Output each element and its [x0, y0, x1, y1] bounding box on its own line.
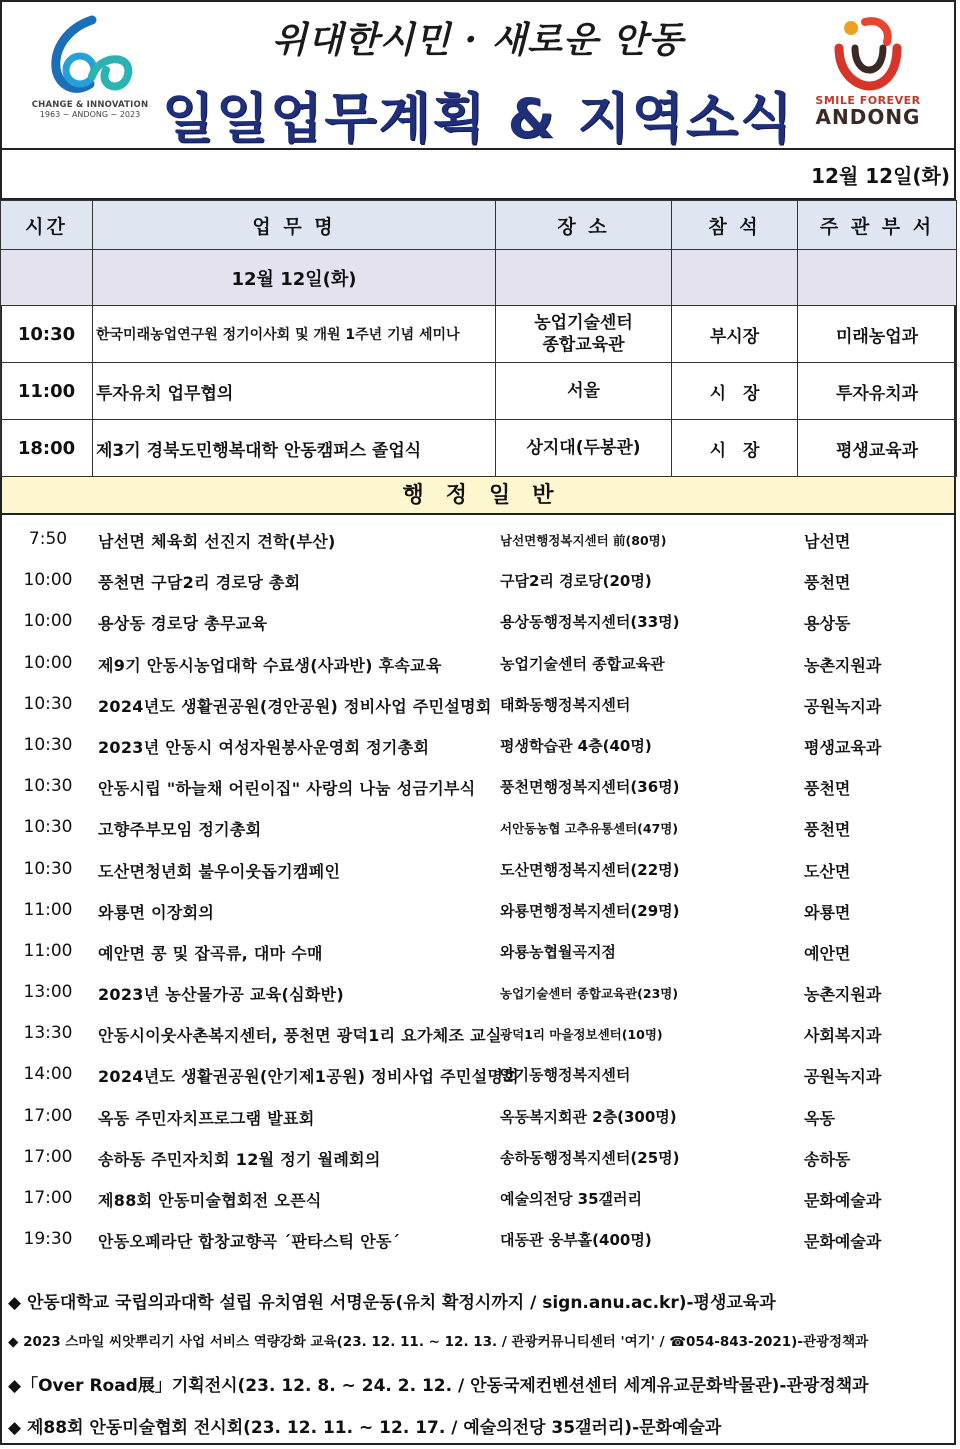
- item-time: 10:30: [23, 693, 73, 714]
- smile-andong-logo: [812, 14, 924, 127]
- item-name: 안동오페라단 합창교향곡 ´판타스틱 안동´: [98, 1232, 401, 1252]
- row-dept: 투자유치과: [798, 363, 957, 420]
- item-time: 10:30: [23, 734, 73, 755]
- item-time: 17:00: [23, 1146, 73, 1167]
- item-time: 19:30: [23, 1229, 73, 1250]
- slogan: 위대한시민 · 새로운 안동: [272, 19, 684, 61]
- row-place: 상지대(두봉관): [496, 420, 672, 477]
- item-dept: 문화예술과: [804, 1232, 882, 1252]
- notice-item: [2, 1405, 954, 1447]
- list-item: [2, 1013, 954, 1054]
- list-item: [2, 931, 954, 972]
- item-dept: 용상동: [804, 614, 851, 634]
- row-time: 11:00: [1, 363, 93, 420]
- row-attendee: 부시장: [672, 306, 798, 363]
- notice-text: ◆ 안동대학교 국립의과대학 설립 유치염원 서명운동(유치 확정시까지 / sign.anu.ac.kr)-평생교육과: [8, 1293, 776, 1313]
- item-dept: 예안면: [804, 943, 851, 963]
- logo-caption-2: 1963 ~ ANDONG ~ 2023: [39, 110, 141, 119]
- list-item: [2, 890, 954, 931]
- row-place: [496, 306, 672, 363]
- header: [2, 2, 954, 150]
- item-dept: 도산면: [804, 861, 851, 881]
- item-time: 10:30: [23, 817, 73, 838]
- item-time: 7:50: [28, 529, 68, 549]
- item-place: 송하동행정복지센터(25명): [500, 1148, 680, 1167]
- notice-item: [2, 1322, 954, 1364]
- logo-andong-text: ANDONG: [815, 105, 921, 129]
- header-dept: 주 관 부 서: [798, 201, 957, 250]
- item-dept: 평생교육과: [804, 737, 882, 757]
- item-place: 대동관 웅부홀(400명): [500, 1231, 652, 1250]
- item-name: 2024년도 생활권공원(경안공원) 정비사업 주민설명회: [98, 696, 492, 716]
- row-dept: 미래농업과: [798, 306, 957, 363]
- item-time: 11:00: [23, 899, 73, 920]
- row-place: 서울: [496, 363, 672, 420]
- item-place: 와룡면행정복지센터(29명): [500, 901, 680, 920]
- list-item: [2, 725, 954, 766]
- item-place: 서안동농협 고추유통센터(47명): [500, 821, 679, 837]
- item-name: 제9기 안동시농업대학 수료생(사과반) 후속교육: [98, 655, 442, 675]
- table-row: [1, 363, 957, 420]
- item-place: 와룡농협월곡지점: [500, 942, 616, 961]
- item-name: 남선면 체육회 선진지 견학(부산): [98, 532, 336, 551]
- date-row: [2, 150, 954, 200]
- item-dept: 송하동: [804, 1149, 851, 1169]
- list-item: [2, 972, 954, 1013]
- list-item: [2, 601, 954, 642]
- list-item: [2, 643, 954, 684]
- logo-smile-text: SMILE FOREVER: [815, 94, 921, 107]
- item-dept: 문화예술과: [804, 1191, 882, 1210]
- list-item: [2, 1137, 954, 1178]
- item-name: 송하동 주민자치회 12월 정기 월례회의: [98, 1149, 381, 1169]
- schedule-date: 12월 12일(화): [811, 164, 950, 188]
- item-place: 태화동행정복지센터: [500, 695, 631, 714]
- item-place: 평생학습관 4층(40명): [500, 736, 652, 755]
- item-name: 용상동 경로당 총무교육: [98, 614, 268, 634]
- item-time: 17:00: [23, 1188, 73, 1208]
- item-time: 14:00: [23, 1064, 73, 1085]
- item-place: 도산면행정복지센터(22명): [500, 860, 680, 879]
- subhead-empty-3: [672, 250, 798, 306]
- header-name: 업 무 명: [93, 201, 496, 250]
- table-row: [1, 420, 957, 477]
- row-dept: 평생교육과: [798, 420, 957, 477]
- header-place: 장 소: [496, 201, 672, 250]
- item-place: 남선면행정복지센터 前(80명): [500, 533, 667, 548]
- list-item: [2, 1178, 954, 1219]
- notices: [2, 1280, 954, 1446]
- subhead-empty-4: [798, 250, 957, 306]
- item-place: 구담2리 경로당(20명): [500, 572, 652, 591]
- item-dept: 옥동: [804, 1108, 835, 1128]
- item-name: 2024년도 생활권공원(안기제1공원) 정비사업 주민설명회: [98, 1067, 519, 1087]
- item-place: 농업기술센터 종합교육관(23명): [500, 986, 679, 1002]
- notice-text: ◆ 2023 스마일 씨앗뿌리기 사업 서비스 역량강화 교육(23. 12. 11. ~ 12. 13. / 관광커뮤니티센터 '여기' / ☎054-843-2021)-관광정책과: [8, 1333, 869, 1350]
- item-place: 용상동행정복지센터(33명): [500, 613, 680, 632]
- list-item: [2, 560, 954, 601]
- item-dept: 농촌지원과: [804, 985, 882, 1005]
- item-name: 안동시립 "하늘채 어린이집" 사랑의 나눔 성금기부식: [98, 779, 476, 799]
- row-attendee: 시 장: [672, 363, 798, 420]
- item-name: 2023년 농산물가공 교육(심화반): [98, 985, 345, 1005]
- item-place: 풍천면행정복지센터(36명): [500, 778, 680, 797]
- notice-item: [2, 1363, 954, 1405]
- item-dept: 풍천면: [804, 820, 851, 840]
- list-item: [2, 807, 954, 848]
- logo-caption-1: CHANGE & INNOVATION: [31, 100, 149, 110]
- row-time: 18:00: [1, 420, 93, 477]
- smile-face-icon: [829, 14, 907, 92]
- notice-text: ◆「Over Road展」기획전시(23. 12. 8. ~ 24. 2. 12. / 안동국제컨벤션센터 세계유교문화박물관)-관광정책과: [8, 1376, 869, 1396]
- item-place: 안기동행정복지센터: [500, 1066, 631, 1085]
- list-item: [2, 1219, 954, 1260]
- row-place-line1: 농업기술센터: [534, 313, 633, 333]
- row-attendee: 시 장: [672, 420, 798, 477]
- item-time: 10:30: [23, 858, 73, 879]
- list-item: [2, 519, 954, 560]
- item-place: 농업기술센터 종합교육관: [500, 654, 665, 673]
- header-time: 시간: [1, 201, 93, 250]
- list-item: [2, 766, 954, 807]
- item-dept: 농촌지원과: [804, 655, 882, 675]
- row-name: 한국미래농업연구원 정기이사회 및 개원 1주년 기념 세미나: [93, 306, 496, 363]
- table-header-row: [1, 201, 957, 250]
- item-time: 10:30: [23, 776, 73, 797]
- item-place: 옥동복지회관 2층(300명): [500, 1107, 677, 1126]
- row-name: 투자유치 업무협의: [93, 363, 496, 420]
- item-dept: 와룡면: [804, 902, 851, 922]
- list-item: [2, 1096, 954, 1137]
- item-name: 옥동 주민자치프로그램 발표회: [98, 1108, 315, 1128]
- item-time: 11:00: [23, 940, 73, 961]
- item-dept: 사회복지과: [804, 1026, 882, 1046]
- page-title: 일일업무계획 & 지역소식: [161, 87, 795, 150]
- item-dept: 공원녹지과: [804, 696, 882, 716]
- item-place: 광덕1리 마을정보센터(10명): [500, 1027, 663, 1043]
- item-dept: 공원녹지과: [804, 1067, 882, 1087]
- header-attendee: 참 석: [672, 201, 798, 250]
- row-time: 10:30: [1, 306, 93, 363]
- item-name: 도산면청년회 불우이웃돕기캠페인: [98, 861, 341, 881]
- item-time: 10:00: [23, 570, 73, 591]
- list-item: [2, 684, 954, 725]
- item-name: 2023년 안동시 여성자원봉사운영회 정기총회: [98, 737, 430, 757]
- row-place-line2: 종합교육관: [542, 335, 625, 355]
- item-name: 예안면 콩 및 잡곡류, 대마 수매: [98, 943, 323, 963]
- item-time: 17:00: [23, 1105, 73, 1126]
- item-name: 풍천면 구담2리 경로당 총회: [98, 573, 301, 593]
- item-place: 예술의전당 35갤러리: [500, 1190, 643, 1208]
- item-dept: 풍천면: [804, 779, 851, 799]
- item-time: 13:30: [23, 1023, 73, 1044]
- table-row: [1, 306, 957, 363]
- subhead-date: 12월 12일(화): [93, 250, 496, 306]
- row-name: 제3기 경북도민행복대학 안동캠퍼스 졸업식: [93, 420, 496, 477]
- admin-section-title: 행정일반: [2, 477, 954, 515]
- item-dept: 풍천면: [804, 573, 851, 593]
- schedule-table: [0, 200, 957, 477]
- list-item: [2, 1054, 954, 1095]
- item-time: 13:00: [23, 982, 73, 1003]
- item-name: 제88회 안동미술협회전 오픈식: [98, 1191, 322, 1210]
- notice-item: [2, 1280, 954, 1322]
- admin-list: [2, 515, 954, 1260]
- item-time: 10:00: [23, 652, 73, 673]
- item-name: 안동시이웃사촌복지센터, 풍천면 광덕1리 요가체조 교실: [98, 1026, 502, 1046]
- notice-text: ◆ 제88회 안동미술협회 전시회(23. 12. 11. ~ 12. 17. / 예술의전당 35갤러리)-문화예술과: [8, 1417, 722, 1438]
- item-dept: 남선면: [804, 532, 851, 551]
- subhead-empty-2: [496, 250, 672, 306]
- subhead-empty-1: [1, 250, 93, 306]
- item-time: 10:00: [23, 611, 73, 632]
- item-name: 고향주부모임 정기총회: [98, 820, 262, 840]
- item-name: 와룡면 이장회의: [98, 902, 215, 922]
- list-item: [2, 849, 954, 890]
- table-subhead-row: [1, 250, 957, 306]
